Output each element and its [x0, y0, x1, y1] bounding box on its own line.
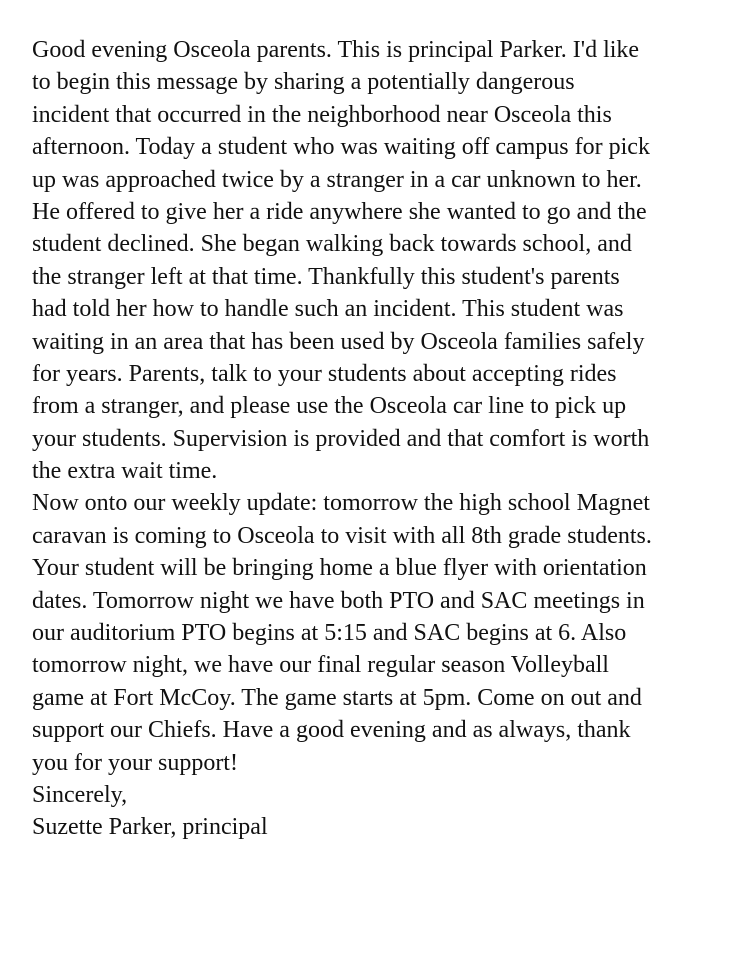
text-line: caravan is coming to Osceola to visit with all 8th grade students.	[32, 522, 652, 549]
text-line: tomorrow night, we have our final regular season Volleyball	[32, 652, 609, 679]
paragraph-incident	[32, 34, 732, 487]
text-line: had told her how to handle such an incident. This student was	[32, 296, 624, 323]
text-line: Your student will be bringing home a blue flyer with orientation	[32, 555, 647, 582]
text-line: up was approached twice by a stranger in a car unknown to her.	[32, 166, 642, 193]
text-line: for years. Parents, talk to your students about accepting rides	[32, 360, 617, 387]
text-line: to begin this message by sharing a potentially dangerous	[32, 69, 575, 96]
text-line: support our Chiefs. Have a good evening and as always, thank	[32, 717, 631, 744]
letter-body	[32, 34, 732, 844]
text-line: the stranger left at that time. Thankfully this student's parents	[32, 263, 620, 290]
text-line: student declined. She began walking back towards school, and	[32, 231, 632, 258]
text-line: Now onto our weekly update: tomorrow the high school Magnet	[32, 490, 650, 517]
text-line: He offered to give her a ride anywhere she wanted to go and the	[32, 198, 647, 225]
text-line: afternoon. Today a student who was waiting off campus for pick	[32, 134, 650, 161]
text-line: game at Fort McCoy. The game starts at 5pm. Come on out and	[32, 684, 642, 711]
text-line: Good evening Osceola parents. This is principal Parker. I'd like	[32, 37, 640, 63]
text-line: your students. Supervision is provided and that comfort is worth	[32, 425, 650, 452]
text-line: the extra wait time.	[32, 458, 218, 485]
text-line: waiting in an area that has been used by Osceola families safely	[32, 328, 645, 355]
text-line: incident that occurred in the neighborhood near Osceola this	[32, 101, 612, 128]
signature-line: Suzette Parker, principal	[32, 814, 268, 841]
closing-salutation: Sincerely,	[32, 781, 128, 808]
paragraph-weekly-update	[32, 487, 732, 779]
text-line: you for your support!	[32, 749, 238, 776]
text-line: from a stranger, and please use the Osceola car line to pick up	[32, 393, 627, 420]
text-line: our auditorium PTO begins at 5:15 and SAC begins at 6. Also	[32, 620, 627, 647]
text-line: dates. Tomorrow night we have both PTO and SAC meetings in	[32, 587, 645, 614]
